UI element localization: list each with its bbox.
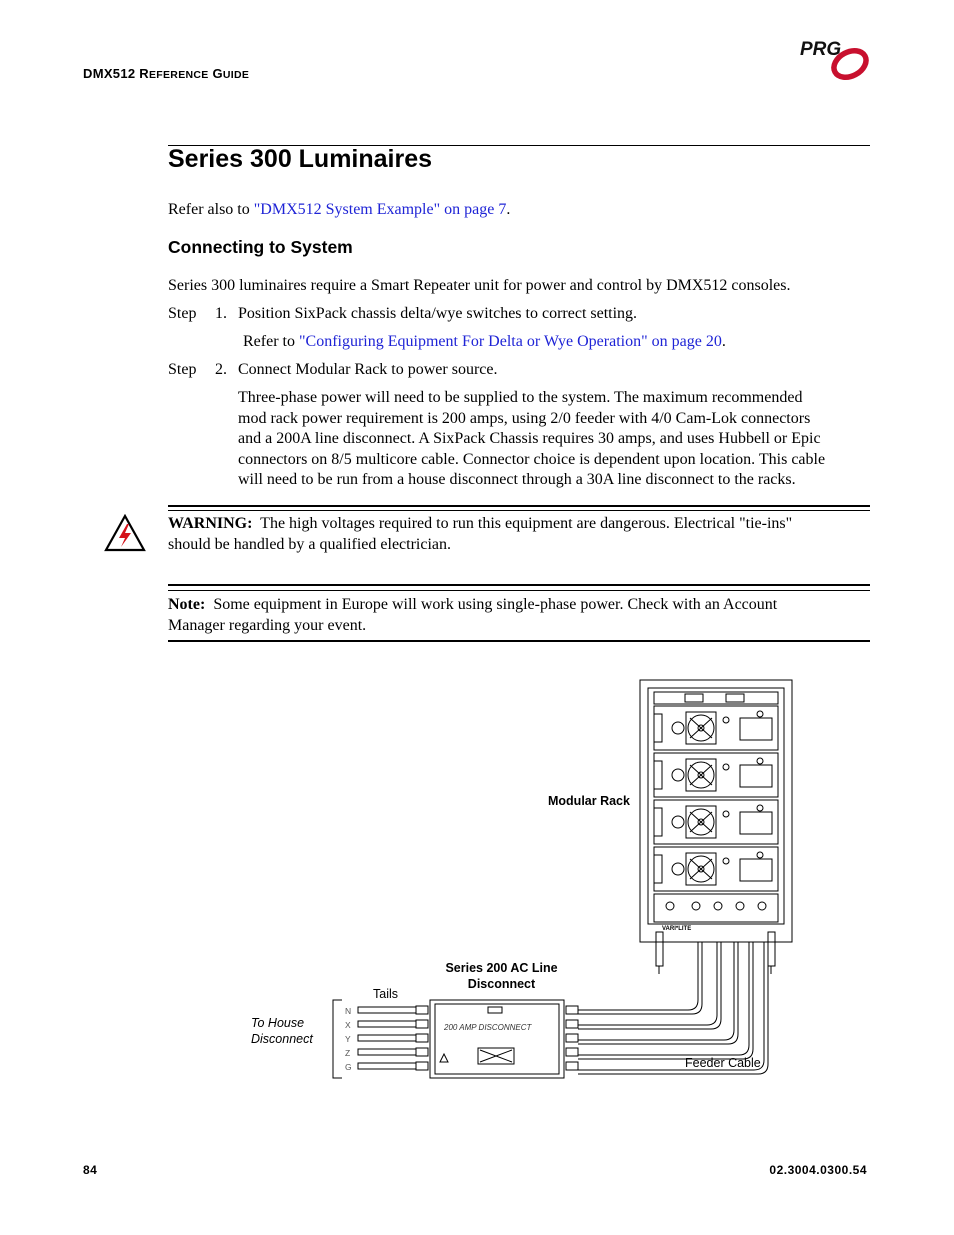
disconnect-label-line: Disconnect [467, 977, 536, 991]
rack-module-part [740, 718, 772, 740]
note-line: Some equipment in Europe will work using single-phase power. Check with an Account [213, 596, 778, 613]
refer-suffix: . [506, 201, 511, 218]
high-voltage-warning-icon [104, 514, 146, 552]
step-1-text: Position SixPack chassis delta/wye switches to correct setting. [238, 305, 638, 322]
rack-module-part [757, 805, 763, 811]
step-1-ref-prefix: Refer to [243, 333, 299, 350]
warning-top-rule [168, 505, 870, 507]
rack-module-part [740, 765, 772, 787]
warning-line: should be handled by a qualified electrician. [168, 535, 452, 553]
note-label: Note: [168, 596, 206, 613]
guide-title-part: G [208, 66, 223, 81]
step-1-ref-suffix: . [721, 333, 726, 350]
prg-logo [798, 36, 872, 82]
guide-title-part: EFERENCE [148, 69, 209, 81]
disconnect-label-line: Series 200 AC Line [445, 961, 558, 975]
refer-prefix: Refer also to [168, 201, 254, 218]
note-top-rule-thin [168, 590, 870, 591]
system-example-link[interactable]: "DMX512 System Example" on page 7 [253, 201, 507, 218]
rack-module-part [672, 769, 684, 781]
rack-module-part [672, 863, 684, 875]
note-top-rule [168, 584, 870, 586]
step-1-reference [243, 332, 726, 353]
page-number: 84 [83, 1163, 98, 1177]
rack-module-part [723, 717, 729, 723]
paragraph-line: Three-phase power will need to be supplied to the system. The maximum recommended [238, 389, 803, 406]
feeder-cable-label: Feeder Cable [685, 1056, 761, 1070]
step-1-label: Step [168, 305, 197, 322]
house-label-line: To House [251, 1016, 305, 1030]
phase-letter: N [345, 1006, 352, 1016]
step-2-label: Step [168, 361, 197, 378]
paragraph-line: mod rack power requirement is 200 amps, using 2/0 feeder with 4/0 Cam-Lok connectors [238, 409, 811, 427]
note-text [168, 595, 777, 636]
house-label-line: Disconnect [251, 1032, 313, 1046]
warning-label: WARNING: [168, 515, 253, 532]
modular-rack-label: Modular Rack [548, 794, 630, 808]
rack-module-part [723, 764, 729, 770]
delta-wye-link[interactable]: "Configuring Equipment For Delta or Wye Operation" on page 20 [298, 333, 722, 350]
feeder-cables [578, 942, 768, 1074]
step-2-paragraph [238, 388, 825, 491]
section-title: Series 300 Luminaires [168, 145, 433, 173]
step-2-number: 2. [215, 361, 227, 378]
rack-module-part [740, 859, 772, 881]
rack-module-part [723, 858, 729, 864]
phase-letter: X [345, 1020, 351, 1030]
step-2-text: Connect Modular Rack to power source. [238, 361, 498, 378]
rack-module-part [654, 761, 662, 789]
rack-module-part [723, 811, 729, 817]
paragraph-line: and a 200A line disconnect. A SixPack Chassis requires 30 amps, and uses Hubbell or Epic [238, 430, 821, 447]
rack-module-part [757, 758, 763, 764]
system-connection-diagram [230, 670, 870, 1090]
disconnect-panel-text: 200 AMP DISCONNECT [444, 1023, 532, 1032]
phase-letter: G [345, 1062, 352, 1072]
phase-letter: Y [345, 1034, 351, 1044]
note-bottom-rule [168, 640, 870, 642]
warning-top-rule-thin [168, 510, 870, 511]
paragraph-line: connectors on 8/5 multicore cable. Connector choice is dependent upon location. This cable [238, 450, 826, 468]
prg-logo-text: PRG [800, 39, 842, 60]
rack-module-part [757, 852, 763, 858]
phase-letter: Z [345, 1048, 351, 1058]
rack-module-part [654, 855, 662, 883]
step-1-number: 1. [215, 305, 227, 322]
warning-line: The high voltages required to run this equipment are dangerous. Electrical "tie-ins" [260, 515, 793, 532]
guide-title [83, 66, 249, 81]
guide-title-part: DMX512 R [83, 66, 149, 81]
intro-text: Series 300 luminaires require a Smart Repeater unit for power and control by DMX512 consoles. [168, 277, 791, 294]
tails-label: Tails [373, 987, 399, 1001]
house-disconnect-label [251, 1015, 313, 1047]
rack-module-part [672, 722, 684, 734]
warning-text [168, 514, 792, 555]
rack-module-part [757, 711, 763, 717]
note-line: Manager regarding your event. [168, 616, 367, 634]
line-disconnect-drawing [416, 1000, 578, 1078]
rack-module-part [672, 816, 684, 828]
subsection-title: Connecting to System [168, 237, 353, 257]
guide-title-part: UIDE [222, 69, 250, 81]
disconnect-label [420, 960, 583, 992]
refer-also [168, 200, 510, 221]
rack-module-part [740, 812, 772, 834]
rack-brand-text: VARI*LITE [662, 926, 692, 932]
paragraph-line: will need to be run from a house disconnect through a 30A line disconnect to the racks. [238, 471, 796, 488]
document-number: 02.3004.0300.54 [769, 1163, 867, 1177]
rack-module-part [654, 714, 662, 742]
rack-module-part [654, 808, 662, 836]
